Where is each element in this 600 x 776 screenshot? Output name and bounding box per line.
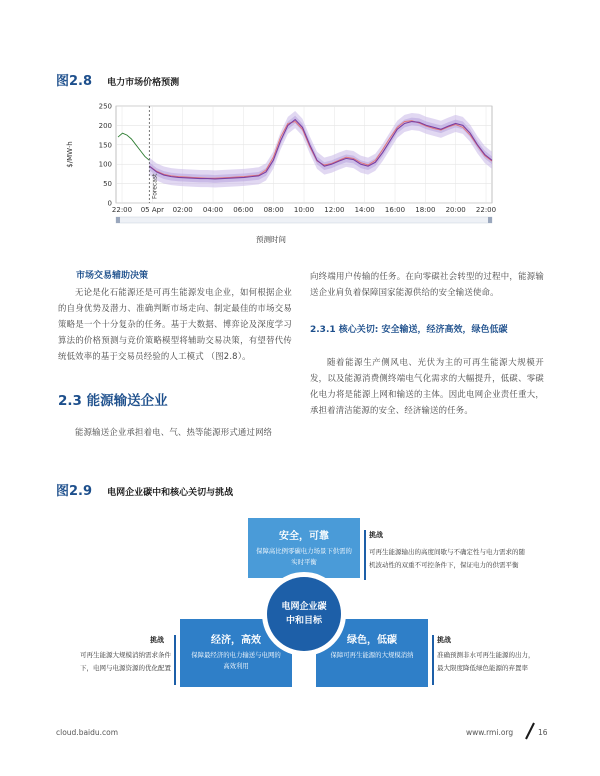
box-right-desc: 保障可再生能源的大规模消纳 <box>330 651 414 659</box>
ch-top-title: 挑战 <box>369 531 383 539</box>
ch-right-bar <box>432 635 434 685</box>
x-tick-label: 10:00 <box>293 206 315 214</box>
box-left-desc: 保障最经济的电力输送与电网的高效利用 <box>191 651 281 670</box>
fig28-header <box>56 70 179 89</box>
ch-left-desc: 可再生能源大规模消纳需求条件下，电网与电源资源的优化配置 <box>80 651 171 672</box>
right-paragraph: 随着能源生产侧风电、光伏为主的可再生能源大规模开发，以及能源消费侧终端电气化需求的大幅提升，低碳、零碳化电力将是能源上网和输送的主体。因此电网企业责任重大，承担着清洁能源的安全、经济输送的任务。 <box>310 357 544 415</box>
box-top-title: 安全，可靠 <box>279 531 329 542</box>
y-tick-label: 150 <box>98 141 112 150</box>
x-tick-label: 20:00 <box>445 206 466 214</box>
price-forecast-chart <box>60 96 500 246</box>
y-tick-label: 100 <box>98 160 112 169</box>
fig29-header <box>56 480 233 499</box>
center-circle <box>267 577 341 651</box>
box-safe-reliable <box>248 518 360 578</box>
footer-slash-icon <box>524 722 536 740</box>
footer-left: cloud.baidu.com <box>56 728 119 737</box>
ch-left-bar <box>174 635 176 685</box>
range-slider-track <box>116 217 492 223</box>
y-tick-label: 0 <box>107 199 112 208</box>
x-tick-label: 05 Apr <box>140 206 164 214</box>
fig29-title: 电网企业碳中和核心关切与挑战 <box>107 488 234 498</box>
x-tick-label: 22:00 <box>111 206 133 214</box>
box-right-title: 绿色，低碳 <box>347 635 397 646</box>
section-heading: 2.3 能源输送企业 <box>58 393 168 409</box>
left-paragraph-2: 能源输送企业承担着电、气、热等能源形式通过网络 <box>75 427 273 437</box>
fig28-number: 图2.8 <box>56 74 93 89</box>
x-tick-label: 22:00 <box>475 206 497 214</box>
fig29-number: 图2.9 <box>56 484 93 499</box>
x-tick-label: 04:00 <box>202 206 224 214</box>
right-paragraph-top: 向终端用户传输的任务。在向零碳社会转型的过程中，能源输送企业肩负着保障国家能源供给的安全输送使命。 <box>310 271 544 297</box>
ch-left-title: 挑战 <box>150 636 164 644</box>
ch-right-desc: 准确预测非水可再生能源的出力，最大限度降低绿色能源的弃置率 <box>437 651 535 672</box>
y-tick-label: 200 <box>98 121 112 130</box>
center-label: 电网企业碳中和目标 <box>281 602 327 626</box>
range-slider-handle-right <box>488 217 492 223</box>
x-tick-label: 12:00 <box>324 206 345 214</box>
x-tick-label: 18:00 <box>415 206 436 214</box>
ch-top-desc: 可再生能源输出的高度间歇与不确定性与电力需求的随机波动性的双重不可控条件下，保证电力的供需平衡 <box>369 548 525 569</box>
y-axis-label: $/MW·h <box>66 141 74 168</box>
forecast-label: Forecast <box>151 173 159 199</box>
ch-top-bar <box>364 530 366 580</box>
page-number: 16 <box>538 728 548 737</box>
left-paragraph: 无论是化石能源还是可再生能源发电企业，如何根据企业的自身优势及潜力、准确判断市场走向、制定最佳的市场交易策略是一个十分复杂的任务。基于大数据、博弈论及深度学习算法的价格预测与竞价策略模型将辅助交易决策，有望替代传统低效率的基于交易员经验的人工模式 （图2.8）。 <box>58 287 292 361</box>
x-tick-label: 02:00 <box>172 206 193 214</box>
x-tick-label: 08:00 <box>263 206 284 214</box>
x-tick-label: 14:00 <box>354 206 375 214</box>
y-tick-label: 250 <box>98 102 112 111</box>
fig28-title: 电力市场价格预测 <box>107 78 180 88</box>
right-subhead: 2.3.1 核心关切: 安全输送，经济高效，绿色低碳 <box>310 325 508 335</box>
x-tick-label: 06:00 <box>233 206 254 214</box>
left-subhead: 市场交易辅助决策 <box>76 271 149 281</box>
box-left-title: 经济，高效 <box>211 635 261 646</box>
x-tick-label: 16:00 <box>384 206 406 214</box>
box-top-desc: 保障高比例零碳电力场景下供需的实时平衡 <box>256 547 352 566</box>
range-slider-handle-left <box>116 217 120 223</box>
y-tick-label: 50 <box>103 180 112 189</box>
footer-right: www.rmi.org <box>466 728 514 737</box>
chart-x-label: 预测时间 <box>256 235 286 244</box>
ch-right-title: 挑战 <box>437 636 451 644</box>
